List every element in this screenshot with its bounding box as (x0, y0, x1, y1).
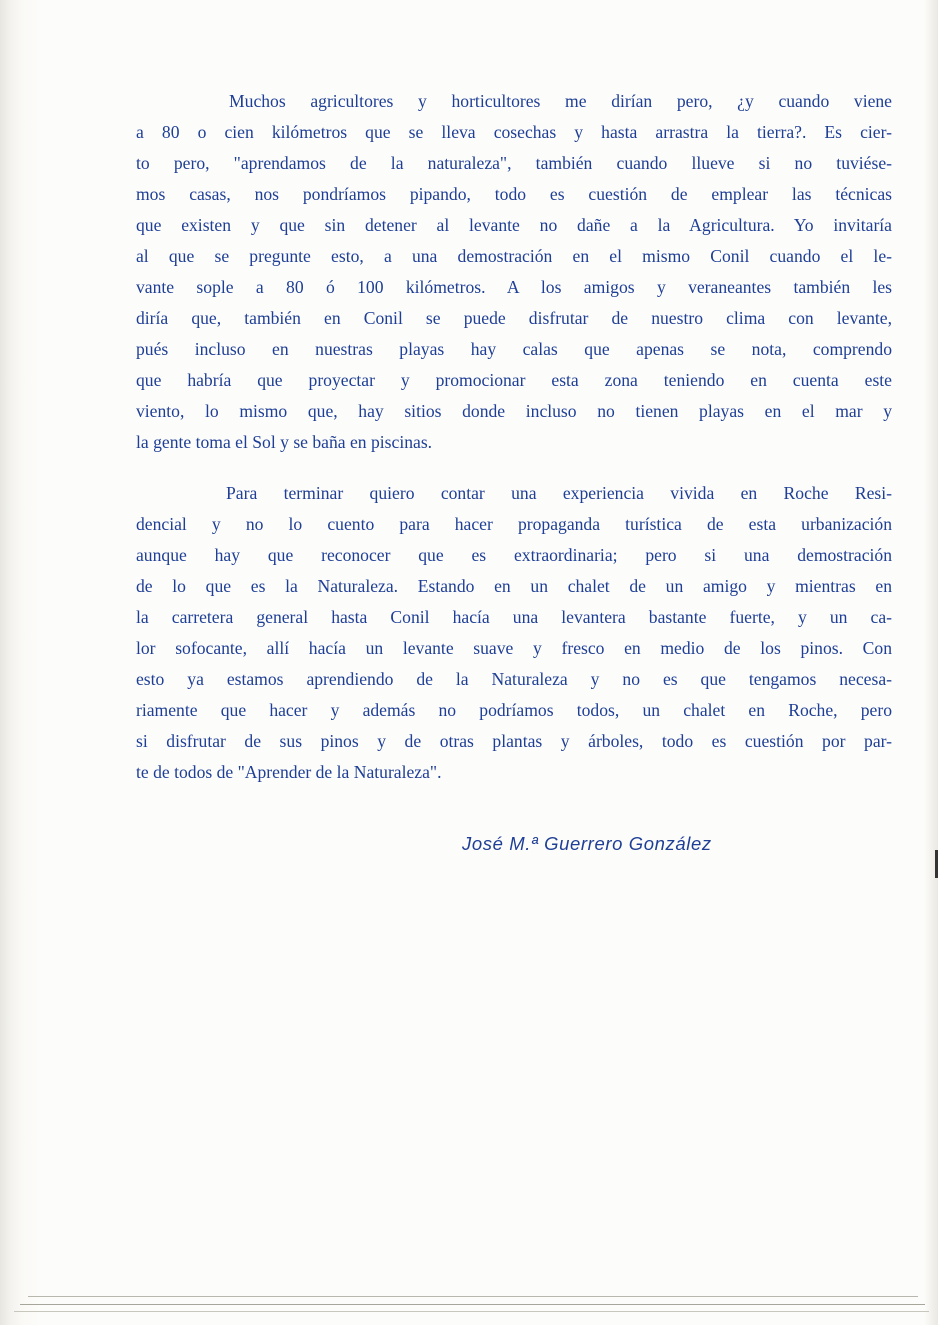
paragraph-line: que habría que proyectar y promocionar esta zona teniendo en cuenta este (136, 370, 892, 390)
paragraph-line: Para terminar quiero contar una experiencia vivida en Roche Resi- (226, 483, 892, 503)
paragraph-line: la carretera general hasta Conil hacía una levantera bastante fuerte, y un ca- (136, 607, 892, 627)
paragraph-line: riamente que hacer y además no podríamos todos, un chalet en Roche, pero (136, 700, 892, 720)
paragraph-line: Muchos agricultores y horticultores me dirían pero, ¿y cuando viene (229, 91, 892, 111)
paper-edge-line (28, 1296, 918, 1297)
paragraph-1 (136, 86, 892, 458)
paragraph-line: si disfrutar de sus pinos y de otras plantas y árboles, todo es cuestión por par- (136, 731, 892, 751)
paragraph-line: mos casas, nos pondríamos pipando, todo es cuestión de emplear las técnicas (136, 184, 892, 204)
paragraph-line: al que se pregunte esto, a una demostración en el mismo Conil cuando el le- (136, 246, 892, 266)
paragraph-line: pués incluso en nuestras playas hay calas que apenas se nota, comprendo (136, 339, 892, 359)
paragraph-line: la gente toma el Sol y se baña en piscinas. (136, 432, 433, 452)
paragraph-line: de lo que es la Naturaleza. Estando en un chalet de un amigo y mientras en (136, 576, 892, 596)
paper-edge-line (14, 1311, 929, 1312)
paragraph-line: dencial y no lo cuento para hacer propaganda turística de esta urbanización (136, 514, 892, 534)
paragraph-line: a 80 o cien kilómetros que se lleva cosechas y hasta arrastra la tierra?. Es cier- (136, 122, 892, 142)
paragraph-line: que existen y que sin detener al levante no dañe a la Agricultura. Yo invitaría (136, 215, 892, 235)
paragraph-line: viento, lo mismo que, hay sitios donde incluso no tienen playas en el mar y (136, 401, 892, 421)
paragraph-line: lor sofocante, allí hacía un levante suave y fresco en medio de los pinos. Con (136, 638, 892, 658)
paragraph-line: esto ya estamos aprendiendo de la Naturaleza y no es que tengamos necesa- (136, 669, 892, 689)
paragraph-2 (136, 478, 892, 788)
paper-edge-line (20, 1304, 925, 1305)
paragraph-line: to pero, "aprendamos de la naturaleza", también cuando llueve si no tuviése- (136, 153, 892, 173)
paragraph-line: diría que, también en Conil se puede disfrutar de nuestro clima con levante, (136, 308, 892, 328)
paragraph-line: aunque hay que reconocer que es extraordinaria; pero si una demostración (136, 545, 892, 565)
paper-stack-edge (0, 0, 40, 1325)
author-signature: José M.ª Guerrero González (462, 833, 712, 854)
page-right-shadow (924, 0, 938, 1325)
paragraph-line: vante sople a 80 ó 100 kilómetros. A los amigos y veraneantes también les (136, 277, 892, 297)
paragraph-line: te de todos de "Aprender de la Naturaleza". (136, 762, 442, 782)
